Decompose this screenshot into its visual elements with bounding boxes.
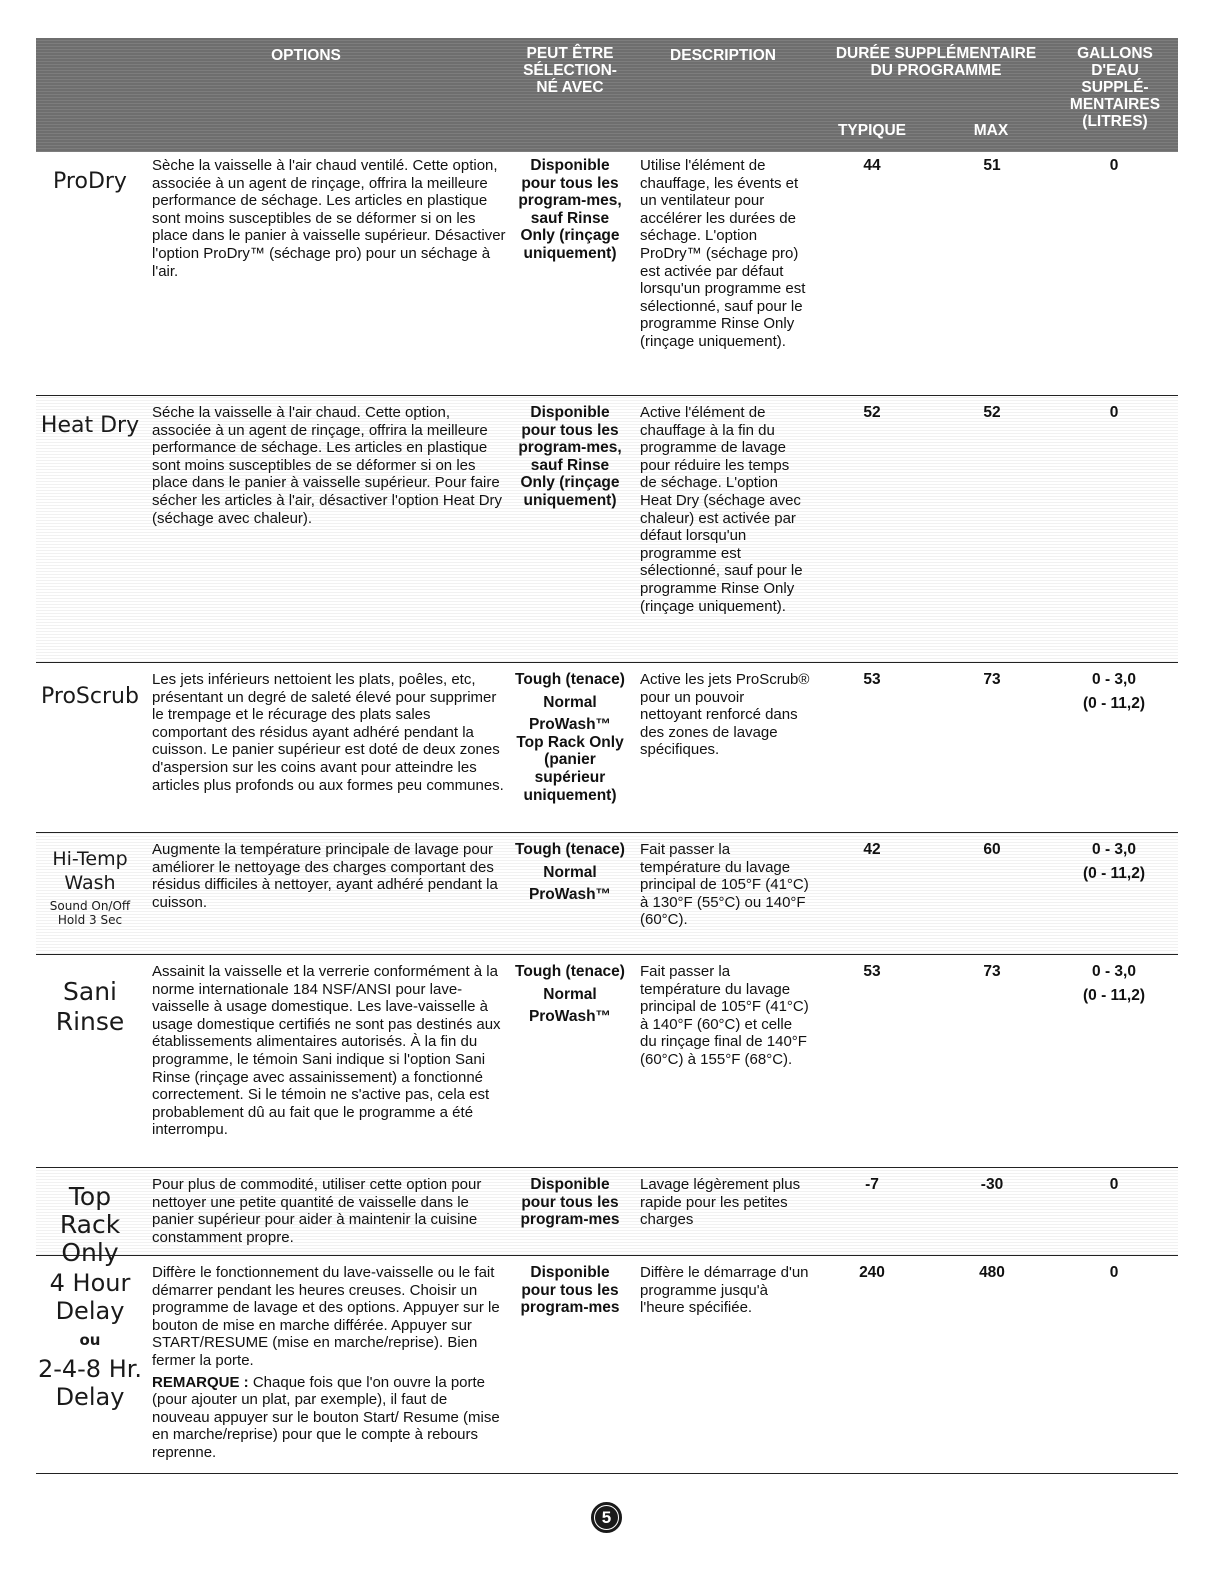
typical-duration: 44 [863,157,881,174]
option-compatible-programs: Disponible pour tous les program-mes, sauf Rinse Only (rinçage uniquement) [518,157,622,262]
option-detail: Lavage légèrement plus rapide pour les petites charges [640,1176,801,1229]
max-duration: 73 [983,671,1001,688]
option-compatible-programs: Tough (tenace) Normal ProWash™ [515,841,625,904]
option-description: Assainit la vaisselle et la verrerie conformément à la norme internationale 184 NSF/ANSI pour lave-vaisselle à usage domestique. Les lave-vaisselle à usage domestique certifiés ne sont pas destinés aux établissements alimentaires autorisés. À la fin du programme, le témoin Sani indique si l'option Sani Rinse (rinçage avec assainissement) a fonctionné correctement. Si le témoin ne s'active pas, cela est probablement dû au fait que le programme a été interrompu. [152,963,501,1139]
option-name: Heat Dry [40,413,140,438]
max-duration: 52 [983,404,1001,421]
typical-duration: 42 [863,841,881,858]
option-row-hi-temp-wash [36,833,1178,955]
header-description: DESCRIPTION [670,47,776,64]
option-row-delay [36,1256,1178,1474]
option-detail: Utilise l'élément de chauffage, les évents et un ventilateur pour accélérer les durées de séchage. L'option ProDry™ (séchage pro) est activée par défaut lorsqu'un programme est sélectionné, sauf pour le programme Rinse Only (rinçage uniquement). [640,157,806,350]
option-compatible-programs: Tough (tenace) Normal ProWash™ Top Rack Only (panier supérieur uniquement) [515,671,625,804]
max-duration: -30 [980,1176,1004,1193]
option-row-proscrub [36,663,1178,833]
extra-water: 0 [1109,404,1119,421]
option-detail: Active les jets ProScrub® pour un pouvoir nettoyant renforcé dans des zones de lavage spécifiques. [640,671,810,759]
option-compatible-programs: Tough (tenace) Normal ProWash™ [515,963,625,1026]
option-description: Les jets inférieurs nettoient les plats, poêles, etc, présentant un degré de saleté élevé pour supprimer le trempage et le récurage des plats sales comportant des résidus ayant adhéré pendant la cuisson. Le panier supérieur est doté de deux zones d'aspersion sur les coins avant pour atteindre les articles plus profonds ou aux formes peu communes. [152,671,504,794]
option-name: Top Rack Only [59,1182,121,1267]
option-name: ProDry [53,169,127,194]
option-detail: Active l'élément de chauffage à la fin du programme de lavage pour réduire les temps de séchage. L'option Heat Dry (séchage avec chaleur) est activée par défaut lorsqu'un programme est sélectionné, sauf pour le programme Rinse Only (rinçage uniquement). [640,404,803,615]
extra-water: 0 [1109,157,1119,174]
option-compatible-programs: Disponible pour tous les program-mes [520,1176,620,1229]
header-typical: TYPIQUE [837,122,907,139]
extra-water: 0 - 3,0 (0 - 11,2) [1082,671,1146,712]
page-number: 5 [594,1505,619,1530]
option-description: Augmente la température principale de lavage pour améliorer le nettoyage des charges comportant des résidus difficiles à nettoyer, ayant adhéré pendant la cuisson. [152,841,498,911]
option-row-sani-rinse [36,955,1178,1168]
typical-duration: 53 [863,671,881,688]
header-options: OPTIONS [271,47,341,64]
typical-duration: -7 [865,1176,879,1193]
max-duration: 73 [983,963,1001,980]
typical-duration: 53 [863,963,881,980]
option-row-prodry [36,152,1178,396]
option-name: Hi-Temp Wash Sound On/Off Hold 3 Sec [49,848,131,927]
page-number-badge [591,1502,622,1533]
option-row-heat-dry [36,396,1178,663]
header-duration: DURÉE SUPPLÉMENTAIRE DU PROGRAMME [835,45,1037,79]
table-header [36,38,1178,152]
extra-water: 0 [1109,1264,1119,1281]
option-compatible-programs: Disponible pour tous les program-mes [520,1264,620,1317]
option-description: Séche la vaisselle à l'air chaud. Cette option, associée à un agent de rinçage, offrira la meilleure performance de séchage. Les articles en plastique sont moins susceptibles de se déformer si on les place dans le panier à vaisselle supérieur. Pour faire sécher les articles à l'air, désactiver l'option Heat Dry (séchage avec chaleur). [152,404,503,527]
option-name: ProScrub [41,684,139,709]
option-description: Sèche la vaisselle à l'air chaud ventilé. Cette option, associée à un agent de rinçage, offrira la meilleure performance de séchage. Les articles en plastique sont moins susceptibles de se déformer si on les place dans le panier à vaisselle supérieur. Désactiver l'option ProDry™ (séchage pro) pour un séchage à l'air. [152,157,506,280]
option-name: 4 Hour Delay ou 2-4-8 Hr. Delay [37,1269,143,1411]
note-label: REMARQUE : [152,1373,249,1391]
header-selectable: PEUT ÊTRE SÉLECTION- NÉ AVEC [523,45,617,96]
option-detail: Diffère le démarrage d'un programme jusqu'à l'heure spécifiée. [640,1264,809,1317]
option-row-top-rack-only [36,1168,1178,1267]
option-description: Pour plus de commodité, utiliser cette option pour nettoyer une petite quantité de vaisselle dans le panier supérieur pour aider à maintenir la cuisine constamment propre. [152,1176,482,1246]
extra-water: 0 - 3,0 (0 - 11,2) [1082,963,1146,1004]
option-compatible-programs: Disponible pour tous les program-mes, sauf Rinse Only (rinçage uniquement) [518,404,622,509]
max-duration: 60 [983,841,1001,858]
typical-duration: 240 [859,1264,885,1281]
header-max: MAX [973,122,1009,139]
option-detail: Fait passer la température du lavage principal de 105°F (41°C) à 140°F (60°C) et celle du rinçage final de 140°F (60°C) à 155°F (68°C). [640,963,809,1068]
max-duration: 51 [983,157,1001,174]
option-detail: Fait passer la température du lavage principal de 105°F (41°C) à 130°F (55°C) ou 140°F (60°C). [640,841,809,929]
typical-duration: 52 [863,404,881,421]
extra-water: 0 - 3,0 (0 - 11,2) [1082,841,1146,882]
note: REMARQUE : Chaque fois que l'on ouvre la porte (pour ajouter un plat, par exemple), il faut de nouveau appuyer sur le bouton Start/ Resume (mise en marche/reprise) pour que le compte à rebours reprenne. [152,1373,500,1461]
option-name: Sani Rinse [55,977,125,1036]
extra-water: 0 [1109,1176,1119,1193]
max-duration: 480 [979,1264,1005,1281]
header-gallons: GALLONS D'EAU SUPPLÉ- MENTAIRES (LITRES) [1069,45,1161,130]
option-description: Diffère le fonctionnement du lave-vaisselle ou le fait démarrer pendant les heures creuses. Choisir un programme de lavage et des options. Appuyer sur le bouton de mise en marche différée. Appuyer sur START/RESUME (mise en marche/reprise). Bien fermer la porte. REMARQUE : Chaque fois que l'on ouvre la porte (pour ajouter un plat, par exemple), il faut de nouveau appuyer sur le bouton Start/ Resume (mise en marche/reprise) pour que le compte à rebours reprenne. [152,1264,508,1462]
